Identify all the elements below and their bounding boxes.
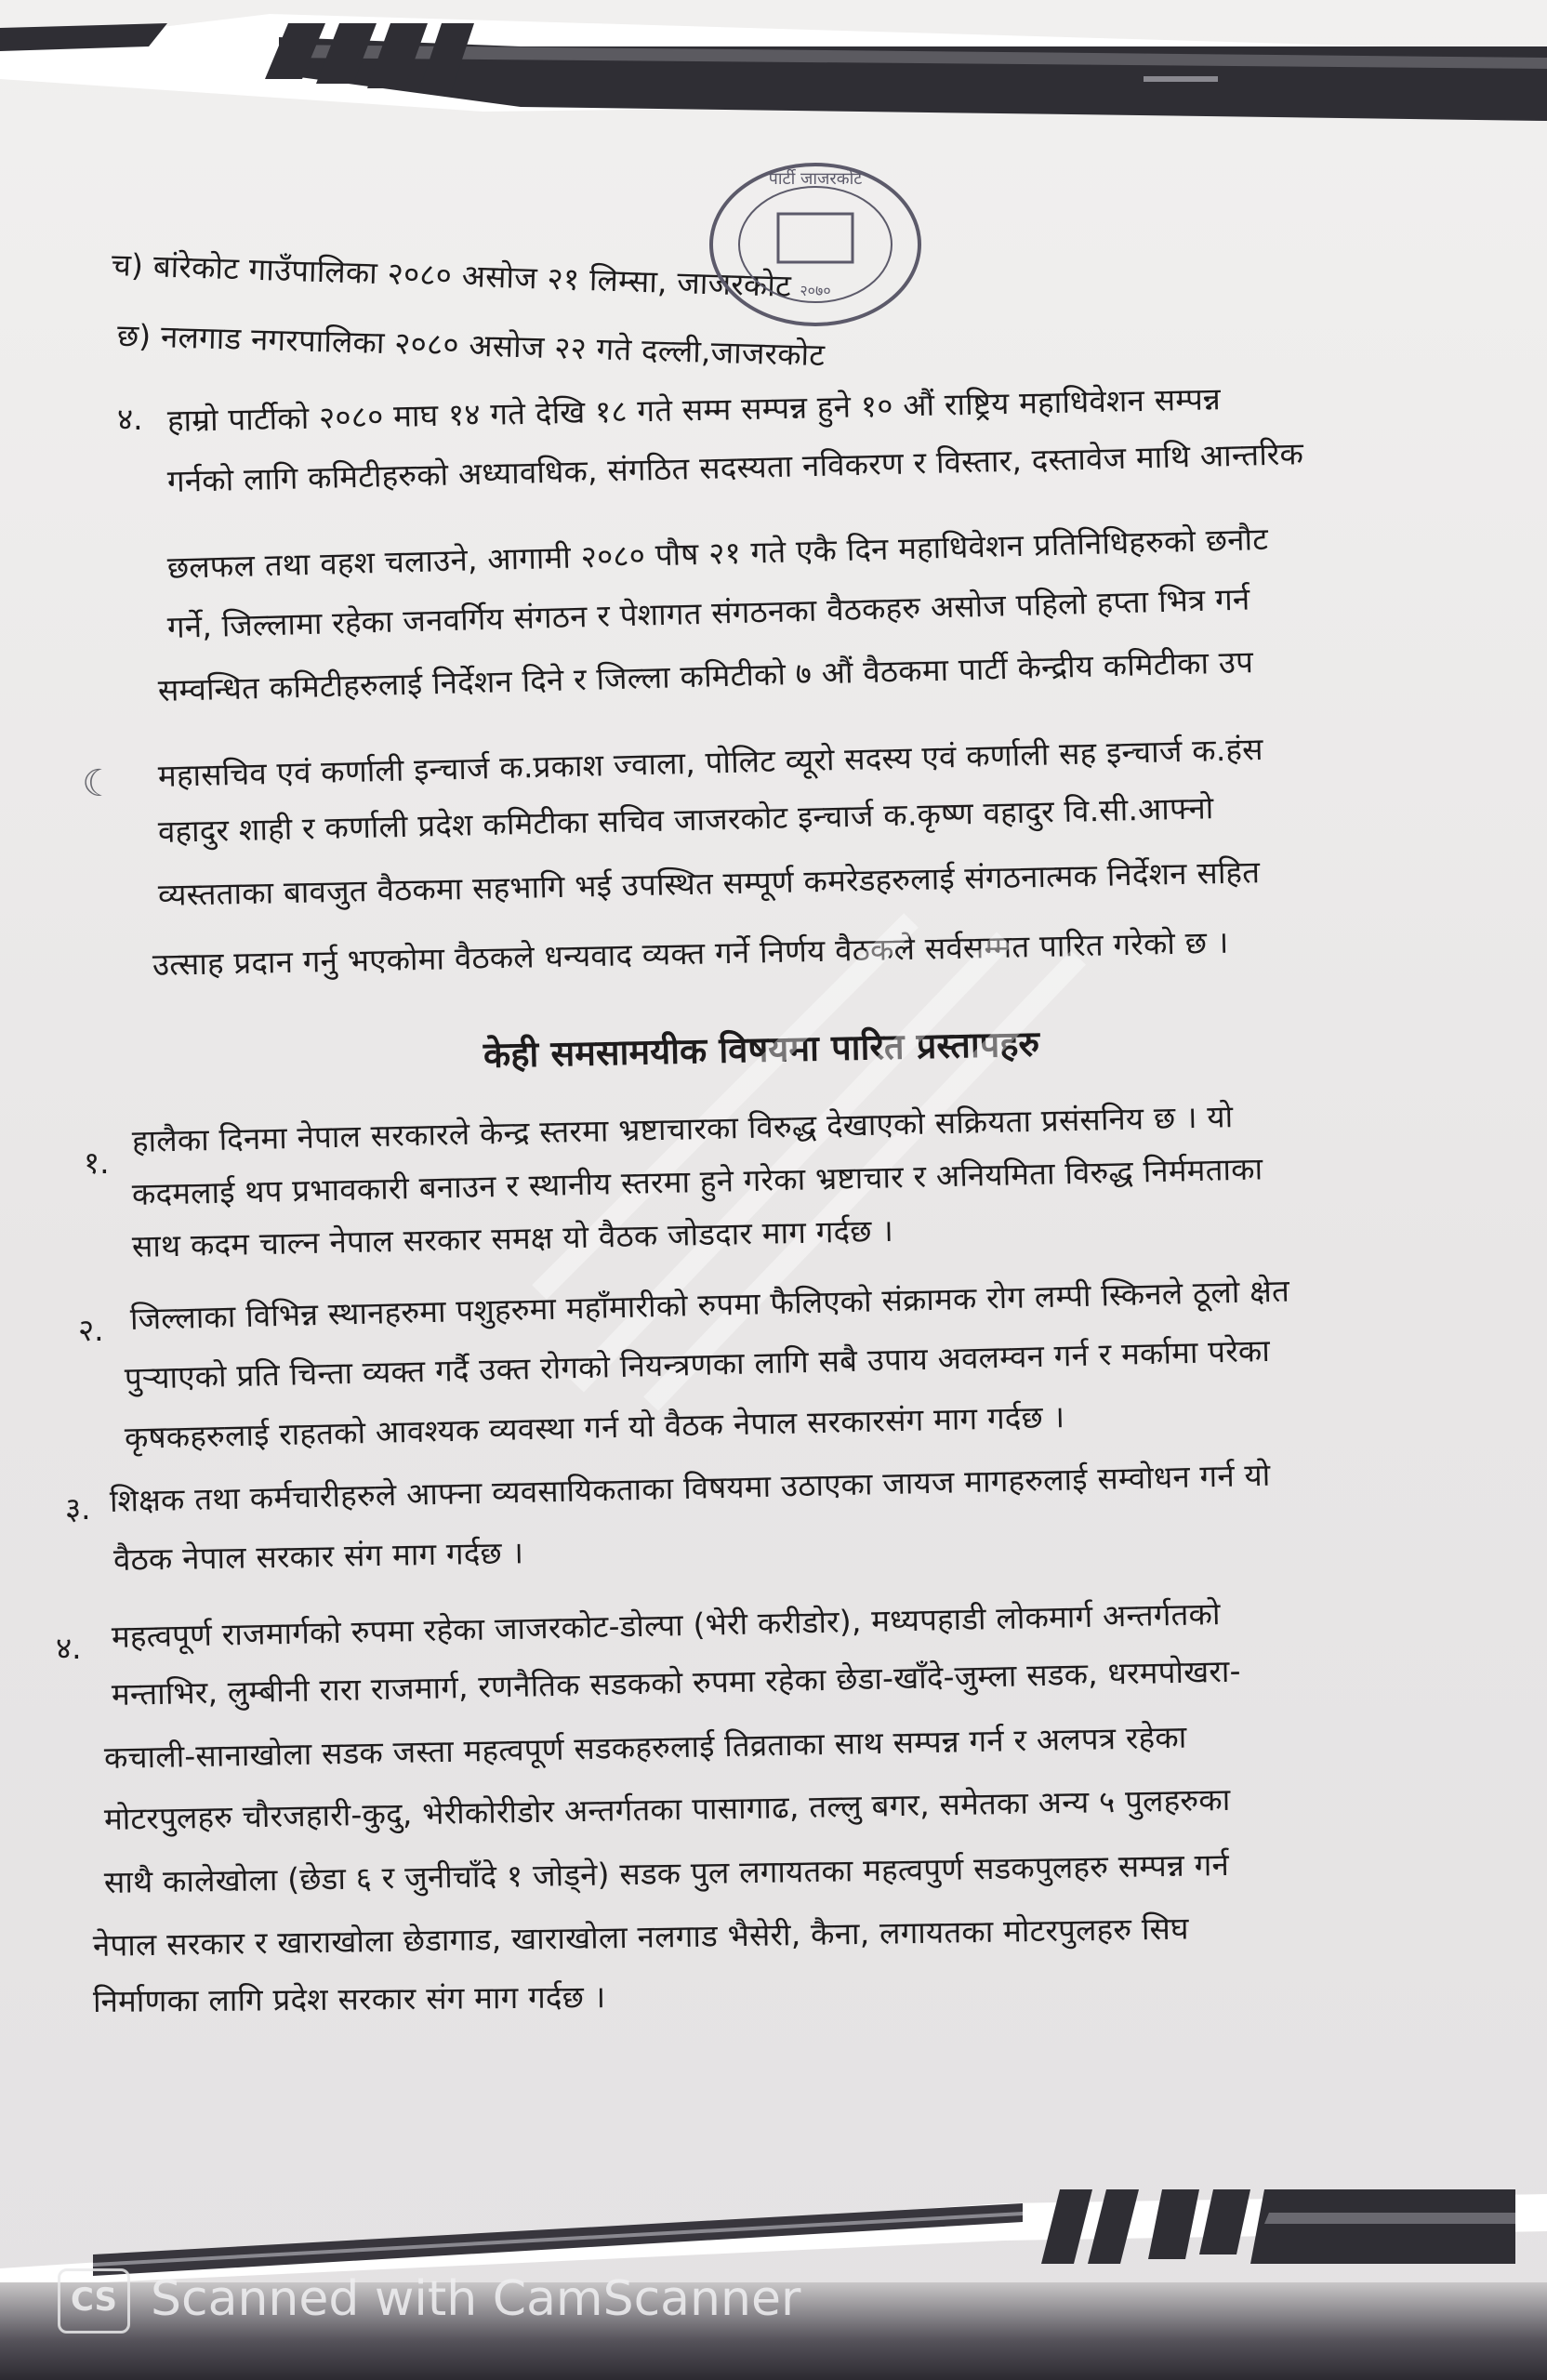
proposal-line: कचाली-सानाखोला सडक जस्ता महत्वपूर्ण सडकहरुलाई तिव्रताका साथ सम्पन्न गर्न र अलपत्र रहेका: [103, 1718, 1187, 1776]
party-stamp-seal: [699, 156, 932, 333]
proposal-line: साथै कालेखोला (छेडा ६ र जुनीचाँदे १ जोड्ने) सडक पुल लगायतका महत्वपुर्ण सडकपुलहरु सम्पन्न गर्न: [103, 1845, 1230, 1900]
stamp-text: पार्टी जाजरकोट: [768, 169, 863, 189]
section-heading: केही समसामयीक विषयमा पारित प्रस्तापहरु: [483, 1023, 1040, 1076]
para4-line: उत्साह प्रदान गर्नु भएकोमा वैठकले धन्यवाद व्यक्त गर्ने निर्णय वैठकले सर्वसम्मत पारित गरेको छ ।: [152, 923, 1229, 983]
proposal-line: कदमलाई थप प्रभावकारी बनाउन र स्थानीय स्तरमा हुने गरेका भ्रष्टाचार र अनियमिता विरुद्ध निर्ममताका: [131, 1150, 1263, 1212]
proposal-line: पुऱ्याएको प्रति चिन्ता व्यक्त गर्दै उक्त रोगको नियन्त्रणका लागि सबै उपाय अवलम्वन गर्न र मर्कामा परेका: [124, 1331, 1271, 1396]
top-decorative-band: [0, 9, 1547, 121]
para4-line: व्यस्तताका बावजुत वैठकमा सहभागि भई उपस्थित सम्पूर्ण कमरेडहरुलाई संगठनात्मक निर्देशन सहित: [157, 853, 1261, 913]
intro-item: [111, 244, 791, 308]
proposal-line: हालैका दिनमा नेपाल सरकारले केन्द्र स्तरमा भ्रष्टाचारका विरुद्ध देखाएको सक्रियता प्रसंसनिय छ । यो: [131, 1098, 1234, 1159]
para4-line: गर्नको लागि कमिटीहरुको अध्यावधिक, संगठित सदस्यता नविकरण र विस्तार, दस्तावेज माथि आन्तरिक: [166, 435, 1304, 499]
camscanner-logo-icon: CS: [58, 2268, 130, 2334]
para4-line: वहादुर शाही र कर्णाली प्रदेश कमिटीका सचिव जाजरकोट इन्चार्ज क.कृष्ण वहादुर वि.सी.आफ्नो: [157, 789, 1214, 850]
proposal-line: मन्ताभिर, लुम्बीनी रारा राजमार्ग, रणनैतिक सडकको रुपमा रहेका छेडा-खाँदे-जुम्ला सडक, धरमपोखरा-: [111, 1652, 1242, 1712]
proposal-number: १.: [84, 1144, 110, 1181]
stamp-year: २०७०: [800, 282, 831, 299]
proposal-number: २.: [78, 1312, 104, 1348]
para4-line: सम्वन्धित कमिटीहरुलाई निर्देशन दिने र जिल्ला कमिटीको ७ औं वैठकमा पार्टी केन्द्रीय कमिटीका उप: [157, 643, 1254, 708]
proposal-line: वैठक नेपाल सरकार संग माग गर्दछ ।: [112, 1534, 524, 1578]
intro-item-marker: च): [111, 246, 144, 284]
para4-line: गर्ने, जिल्लामा रहेका जनवर्गिय संगठन र पेशागत संगठनका वैठकहरु असोज पहिलो हप्ता भित्र गर्न: [166, 580, 1250, 645]
margin-mark-icon: ☾: [82, 762, 115, 805]
para4-line: महासचिव एवं कर्णाली इन्चार्ज क.प्रकाश ज्वाला, पोलिट व्यूरो सदस्य एवं कर्णाली सह इन्चार्ज क.हंस: [157, 730, 1264, 794]
proposal-number: ३.: [65, 1490, 91, 1527]
proposal-line: साथ कदम चाल्न नेपाल सरकार समक्ष यो वैठक जोडदार माग गर्दछ ।: [131, 1211, 894, 1264]
proposal-number: ४.: [56, 1630, 82, 1666]
proposal-line: जिल्लाका विभिन्न स्थानहरुमा पशुहरुमा महाँमारीको रुपमा फैलिएको संक्रामक रोग लम्पी स्किनले ठूलो क्षेत: [129, 1272, 1290, 1337]
camscanner-watermark-text: Scanned with CamScanner: [151, 2271, 801, 2327]
proposal-line: मोटरपुलहरु चौरजहारी-कुदु, भेरीकोरीडोर अन्तर्गतका पासागाढ, तल्लु बगर, समेतका अन्य ५ पुलहरुका: [103, 1780, 1231, 1837]
para4-number: ४.: [117, 401, 143, 437]
proposal-line: शिक्षक तथा कर्मचारीहरुले आफ्ना व्यवसायिकताका विषयमा उठाएका जायज मागहरुलाई सम्वोधन गर्न यो: [109, 1456, 1271, 1519]
para4-line: हाम्रो पार्टीको २०८० माघ १४ गते देखि १८ गते सम्म सम्पन्न हुने १० औं राष्ट्रिय महाधिवेशन सम्पन्न: [166, 380, 1222, 439]
intro-item-text: बांरेकोट गाउँपालिका २०८० असोज २१ लिम्सा, जाजरकोट: [152, 247, 792, 304]
proposal-line: महत्वपूर्ण राजमार्गको रुपमा रहेका जाजरकोट-डोल्पा (भेरी करीडोर), मध्यपहाडी लोकमार्ग अन्तर्गतको: [111, 1595, 1222, 1655]
intro-item-text: नलगाड नगरपालिका २०८० असोज २२ गते दल्ली,जाजरकोट: [160, 318, 826, 374]
intro-item-marker: छ): [116, 317, 152, 355]
para4-line: छलफल तथा वहश चलाउने, आगामी २०८० पौष २१ गते एकै दिन महाधिवेशन प्रतिनिधिहरुको छनौट: [166, 521, 1269, 586]
proposal-line: कृषकहरुलाई राहतको आवश्यक व्यवस्था गर्न यो वैठक नेपाल सरकारसंग माग गर्दछ ।: [124, 1398, 1065, 1456]
proposal-line: निर्माणका लागि प्रदेश सरकार संग माग गर्दछ ।: [92, 1978, 606, 2019]
proposal-line: नेपाल सरकार र खाराखोला छेडागाड, खाराखोला नलगाड भैसेरी, कैना, लगायतका मोटरपुलहरु सिघ: [92, 1910, 1190, 1964]
